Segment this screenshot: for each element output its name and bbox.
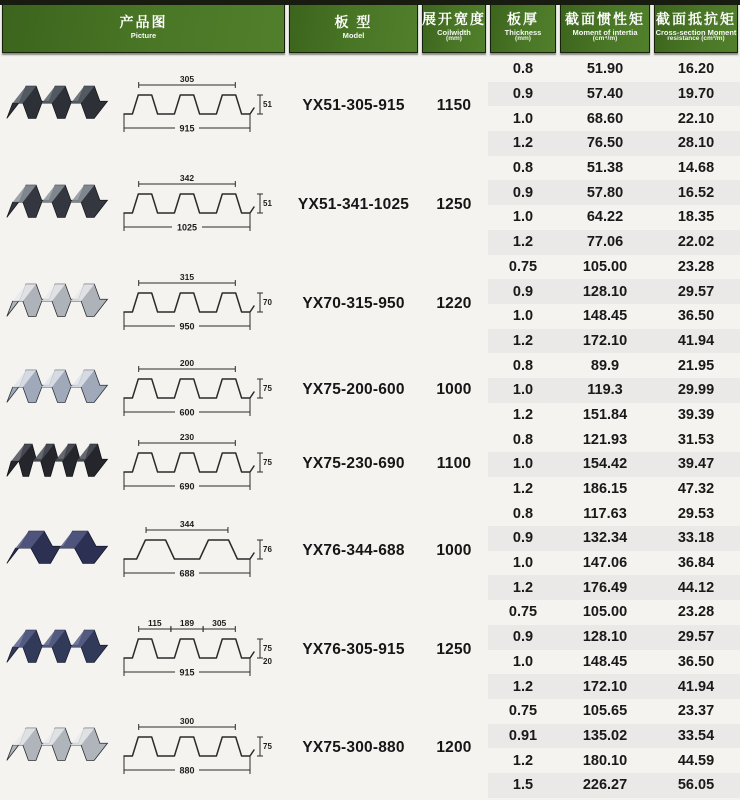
spec-subrow xyxy=(488,131,740,156)
spec-subrow xyxy=(488,106,740,131)
header-picture-en: Picture xyxy=(130,30,157,40)
spec-subrows xyxy=(488,353,740,427)
spec-subrow xyxy=(488,575,740,600)
diagram-top-dimension: 200 xyxy=(179,358,195,369)
spec-subrow xyxy=(488,452,740,477)
product-picture xyxy=(0,427,287,501)
inertia-value: 172.10 xyxy=(582,332,628,349)
resistance-value: 22.02 xyxy=(677,234,715,251)
resistance-value: 47.32 xyxy=(677,481,715,498)
thickness-value: 0.8 xyxy=(512,505,534,522)
resistance-value: 41.94 xyxy=(677,332,715,349)
header-coilwidth xyxy=(422,2,486,53)
spec-subrow xyxy=(488,378,740,403)
header-picture xyxy=(2,2,285,53)
profile-3d-image xyxy=(4,521,116,581)
header-model xyxy=(289,2,418,53)
header-coilwidth-unit: (mm) xyxy=(446,35,462,43)
profile-3d-image xyxy=(4,274,116,334)
inertia-value: 128.10 xyxy=(582,283,628,300)
thickness-value: 1.0 xyxy=(512,555,534,572)
spec-subrow xyxy=(488,427,740,452)
diagram-height-dimension: 75 xyxy=(263,643,272,653)
spec-subrows xyxy=(488,600,740,699)
model-value: YX76-344-688 xyxy=(302,541,405,559)
header-picture-zh: 产品图 xyxy=(119,14,168,31)
spec-subrow xyxy=(488,551,740,576)
product-picture xyxy=(0,600,287,699)
product-row xyxy=(0,156,740,255)
spec-subrow xyxy=(488,501,740,526)
profile-dimension-diagram xyxy=(118,271,276,337)
inertia-value: 121.93 xyxy=(582,431,628,448)
thickness-value: 1.2 xyxy=(512,481,534,498)
coilwidth-value: 1200 xyxy=(436,739,472,757)
thickness-value: 1.0 xyxy=(512,653,534,670)
diagram-top-dimension: 305 xyxy=(212,617,227,628)
profile-dimension-diagram xyxy=(118,431,276,497)
coilwidth-value: 1100 xyxy=(436,455,472,473)
spec-subrow xyxy=(488,477,740,502)
diagram-overall-dimension: 690 xyxy=(179,481,195,492)
inertia-value: 186.15 xyxy=(582,481,628,498)
diagram-height-dimension: 75 xyxy=(263,384,272,394)
inertia-value: 105.00 xyxy=(582,604,628,621)
resistance-value: 16.20 xyxy=(677,61,715,78)
diagram-height-dimension: 75 xyxy=(263,742,272,752)
coilwidth-value: 1250 xyxy=(436,640,472,658)
product-row xyxy=(0,600,740,699)
inertia-value: 132.34 xyxy=(582,530,628,547)
inertia-value: 89.9 xyxy=(590,357,620,374)
profile-3d-image xyxy=(4,175,116,235)
inertia-value: 128.10 xyxy=(582,629,628,646)
resistance-value: 44.12 xyxy=(677,579,715,596)
header-coilwidth-en: Coilwidth xyxy=(437,27,471,37)
profile-dimension-diagram xyxy=(118,357,276,423)
profile-3d-image xyxy=(4,360,116,420)
product-row xyxy=(0,353,740,427)
header-thickness-unit: (mm) xyxy=(515,35,531,43)
inertia-value: 226.27 xyxy=(582,777,628,794)
resistance-value: 19.70 xyxy=(677,86,715,103)
thickness-value: 1.2 xyxy=(512,406,534,423)
thickness-value: 0.9 xyxy=(512,86,534,103)
resistance-value: 36.50 xyxy=(677,653,715,670)
thickness-value: 1.0 xyxy=(512,382,534,399)
model-value: YX75-200-600 xyxy=(302,381,405,399)
resistance-value: 29.99 xyxy=(677,382,715,399)
inertia-value: 57.40 xyxy=(586,86,624,103)
resistance-value: 36.50 xyxy=(677,308,715,325)
spec-subrow xyxy=(488,279,740,304)
profile-dimension-diagram xyxy=(118,617,276,683)
resistance-value: 14.68 xyxy=(677,160,715,177)
diagram-height-dimension: 70 xyxy=(263,297,272,307)
spec-subrows xyxy=(488,57,740,156)
inertia-value: 77.06 xyxy=(586,234,624,251)
thickness-value: 0.9 xyxy=(512,629,534,646)
inertia-value: 51.38 xyxy=(586,160,624,177)
spec-subrow xyxy=(488,205,740,230)
thickness-value: 0.75 xyxy=(508,258,538,275)
resistance-value: 39.39 xyxy=(677,406,715,423)
diagram-top-dimension: 230 xyxy=(179,432,195,443)
thickness-value: 0.8 xyxy=(512,357,534,374)
thickness-value: 1.0 xyxy=(512,209,534,226)
spec-subrow xyxy=(488,180,740,205)
diagram-top-dimension: 342 xyxy=(179,173,195,184)
inertia-value: 154.42 xyxy=(582,456,628,473)
diagram-overall-dimension: 915 xyxy=(179,667,195,677)
resistance-value: 31.53 xyxy=(677,431,715,448)
diagram-height-dimension: 20 xyxy=(263,656,272,666)
thickness-value: 0.8 xyxy=(512,61,534,78)
model-value: YX70-315-950 xyxy=(302,294,405,312)
spec-subrow xyxy=(488,526,740,551)
spec-subrow xyxy=(488,650,740,675)
header-inertia-zh: 截面惯性矩 xyxy=(565,10,645,27)
spec-subrows xyxy=(488,156,740,255)
inertia-value: 117.63 xyxy=(583,505,627,522)
model-value: YX76-305-915 xyxy=(302,640,405,658)
profile-dimension-diagram xyxy=(118,715,276,781)
spec-subrow xyxy=(488,353,740,378)
thickness-value: 1.2 xyxy=(512,332,534,349)
resistance-value: 36.84 xyxy=(677,555,715,572)
resistance-value: 23.28 xyxy=(677,258,715,275)
product-picture xyxy=(0,353,287,427)
header-resistance-unit: resistance (cm³/m) xyxy=(667,35,725,43)
profile-3d-image xyxy=(4,76,116,136)
inertia-value: 119.3 xyxy=(587,382,623,399)
diagram-height-dimension: 76 xyxy=(263,544,272,554)
thickness-value: 1.2 xyxy=(512,135,534,152)
coilwidth-value: 1250 xyxy=(436,196,472,214)
thickness-value: 0.75 xyxy=(508,604,538,621)
diagram-overall-dimension: 688 xyxy=(179,568,195,579)
resistance-value: 23.28 xyxy=(677,604,715,621)
inertia-value: 147.06 xyxy=(582,555,628,572)
inertia-value: 176.49 xyxy=(582,579,628,596)
inertia-value: 51.90 xyxy=(586,61,624,78)
inertia-value: 105.65 xyxy=(582,703,628,720)
resistance-value: 29.57 xyxy=(677,629,715,646)
table-body xyxy=(0,57,740,798)
diagram-top-dimension: 315 xyxy=(179,271,195,282)
spec-subrow xyxy=(488,699,740,724)
product-row xyxy=(0,255,740,354)
resistance-value: 33.54 xyxy=(677,727,715,744)
coilwidth-value: 1000 xyxy=(436,381,472,399)
spec-subrow xyxy=(488,304,740,329)
product-row xyxy=(0,501,740,600)
resistance-value: 39.47 xyxy=(677,456,715,473)
header-inertia-en: Moment of intertia xyxy=(572,27,638,37)
resistance-value: 22.10 xyxy=(677,110,715,127)
thickness-value: 0.9 xyxy=(512,283,534,300)
diagram-height-dimension: 75 xyxy=(263,458,272,468)
resistance-value: 56.05 xyxy=(677,777,715,794)
product-picture xyxy=(0,699,287,798)
spec-subrows xyxy=(488,255,740,354)
header-resistance xyxy=(654,2,738,53)
resistance-value: 23.37 xyxy=(677,703,715,720)
inertia-value: 148.45 xyxy=(582,653,628,670)
thickness-value: 1.0 xyxy=(512,110,534,127)
spec-subrow xyxy=(488,724,740,749)
diagram-top-dimension: 300 xyxy=(179,716,195,727)
product-picture xyxy=(0,57,287,156)
thickness-value: 0.8 xyxy=(512,431,534,448)
spec-subrows xyxy=(488,427,740,501)
diagram-overall-dimension: 600 xyxy=(179,407,195,418)
thickness-value: 0.9 xyxy=(512,184,534,201)
spec-subrows xyxy=(488,699,740,798)
profile-dimension-diagram xyxy=(118,73,276,139)
model-value: YX51-341-1025 xyxy=(297,196,410,214)
coilwidth-value: 1220 xyxy=(436,294,472,312)
profile-dimension-diagram xyxy=(118,172,276,238)
product-row xyxy=(0,57,740,156)
spec-subrow xyxy=(488,748,740,773)
thickness-value: 0.75 xyxy=(508,703,538,720)
profile-3d-image xyxy=(4,620,116,680)
spec-subrow xyxy=(488,156,740,181)
header-thickness-en: Thickness xyxy=(504,27,542,37)
header-inertia xyxy=(560,2,650,53)
resistance-value: 28.10 xyxy=(677,135,715,152)
resistance-value: 41.94 xyxy=(677,678,715,695)
spec-subrow xyxy=(488,403,740,428)
coilwidth-value: 1150 xyxy=(436,97,472,115)
model-value: YX75-300-880 xyxy=(302,739,405,757)
diagram-height-dimension: 51 xyxy=(263,199,272,209)
header-coilwidth-zh: 展开宽度 xyxy=(422,10,486,27)
spec-subrows xyxy=(488,501,740,600)
model-value: YX51-305-915 xyxy=(302,97,405,115)
model-value: YX75-230-690 xyxy=(302,455,405,473)
spec-subrow xyxy=(488,82,740,107)
product-row xyxy=(0,699,740,798)
diagram-overall-dimension: 950 xyxy=(179,321,195,332)
profile-dimension-diagram xyxy=(118,518,276,584)
header-model-en: Model xyxy=(342,30,365,40)
header-thickness xyxy=(490,2,556,53)
table-header xyxy=(0,0,740,57)
diagram-top-dimension: 305 xyxy=(179,74,195,85)
product-picture xyxy=(0,156,287,255)
resistance-value: 29.57 xyxy=(677,283,715,300)
spec-subrow xyxy=(488,625,740,650)
thickness-value: 1.0 xyxy=(512,308,534,325)
thickness-value: 0.9 xyxy=(512,530,534,547)
product-row xyxy=(0,427,740,501)
spec-subrow xyxy=(488,674,740,699)
header-inertia-unit: (cm⁴/m) xyxy=(592,35,618,43)
thickness-value: 0.91 xyxy=(508,727,538,744)
inertia-value: 172.10 xyxy=(582,678,628,695)
product-picture xyxy=(0,501,287,600)
header-resistance-en: Cross-section Moment xyxy=(655,27,737,37)
diagram-overall-dimension: 880 xyxy=(179,765,195,776)
thickness-value: 1.2 xyxy=(512,678,534,695)
header-model-zh: 板 型 xyxy=(334,14,373,31)
spec-subrow xyxy=(488,329,740,354)
resistance-value: 29.53 xyxy=(677,505,715,522)
inertia-value: 148.45 xyxy=(582,308,628,325)
spec-subrow xyxy=(488,600,740,625)
diagram-top-dimension: 189 xyxy=(179,617,195,628)
thickness-value: 1.2 xyxy=(512,752,534,769)
spec-subrow xyxy=(488,230,740,255)
resistance-value: 44.59 xyxy=(677,752,715,769)
inertia-value: 68.60 xyxy=(586,110,624,127)
diagram-overall-dimension: 915 xyxy=(179,123,195,134)
thickness-value: 1.2 xyxy=(512,579,534,596)
resistance-value: 21.95 xyxy=(677,357,715,374)
profile-3d-image xyxy=(4,718,116,778)
diagram-overall-dimension: 1025 xyxy=(176,222,198,233)
thickness-value: 0.8 xyxy=(512,160,534,177)
header-resistance-zh: 截面抵抗矩 xyxy=(656,10,736,27)
inertia-value: 64.22 xyxy=(586,209,624,226)
profile-3d-image xyxy=(4,434,116,494)
inertia-value: 180.10 xyxy=(582,752,628,769)
coilwidth-value: 1000 xyxy=(436,541,472,559)
resistance-value: 33.18 xyxy=(677,530,715,547)
inertia-value: 105.00 xyxy=(582,258,628,275)
product-picture xyxy=(0,255,287,354)
thickness-value: 1.2 xyxy=(512,234,534,251)
thickness-value: 1.0 xyxy=(512,456,534,473)
spec-subrow xyxy=(488,57,740,82)
diagram-top-dimension: 115 xyxy=(147,617,162,628)
diagram-top-dimension: 344 xyxy=(179,518,195,529)
header-thickness-zh: 板厚 xyxy=(507,10,539,27)
spec-subrow xyxy=(488,773,740,798)
inertia-value: 151.84 xyxy=(582,406,628,423)
resistance-value: 16.52 xyxy=(677,184,715,201)
diagram-height-dimension: 51 xyxy=(263,100,272,110)
inertia-value: 135.02 xyxy=(582,727,628,744)
inertia-value: 76.50 xyxy=(586,135,624,152)
resistance-value: 18.35 xyxy=(677,209,715,226)
thickness-value: 1.5 xyxy=(512,777,534,794)
spec-subrow xyxy=(488,255,740,280)
inertia-value: 57.80 xyxy=(586,184,624,201)
